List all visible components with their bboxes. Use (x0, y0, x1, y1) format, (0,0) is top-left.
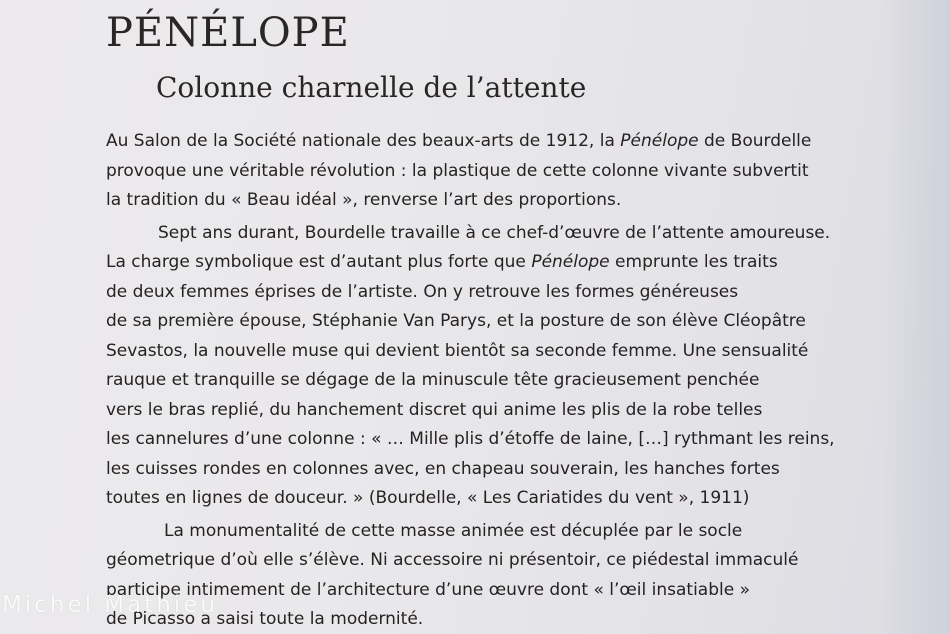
text-line: de deux femmes éprises de l’artiste. On y retrouve les formes généreuses (106, 281, 739, 302)
text-line: de Picasso a saisi toute la modernité. (106, 609, 424, 629)
text-line: La charge symbolique est d’autant plus forte que Pénélope emprunte les traits (106, 252, 778, 272)
text-line: les cannelures d’une colonne : « … Mille plis d’étoffe de laine, […] rythmant les reins, (106, 429, 835, 449)
text-line: toutes en lignes de douceur. » (Bourdelle, « Les Cariatides du vent », 1911) (106, 488, 750, 508)
photographer-watermark: Michel Mathieu (2, 592, 218, 618)
text-line: participe intimement de l’architecture d’une œuvre dont « l’œil insatiable » (106, 579, 750, 600)
text-line: la tradition du « Beau idéal », renverse l’art des proportions. (106, 190, 622, 210)
panel-title: PÉNÉLOPE (106, 10, 350, 56)
text-line: géometrique d’où elle s’élève. Ni accessoire ni présentoir, ce piédestal immaculé (106, 550, 799, 570)
panel-subtitle: Colonne charnelle de l’attente (156, 71, 587, 104)
text-line: Au Salon de la Société nationale des beaux-arts de 1912, la Pénélope de Bourdelle (106, 131, 812, 151)
panel-body (106, 127, 886, 634)
text-line: les cuisses rondes en colonnes avec, en chapeau souverain, les hanches fortes (106, 458, 780, 479)
wall-edge-shadow (880, 0, 950, 634)
text-line: de sa première épouse, Stéphanie Van Parys, et la posture de son élève Cléopâtre (106, 311, 806, 331)
text-line: Sept ans durant, Bourdelle travaille à ce chef-d’œuvre de l’attente amoureuse. (158, 222, 831, 243)
text-line: La monumentalité de cette masse animée est décuplée par le socle (164, 520, 743, 541)
text-line: provoque une véritable révolution : la plastique de cette colonne vivante subvertit (106, 160, 809, 181)
text-line: Sevastos, la nouvelle muse qui devient bientôt sa seconde femme. Une sensualité (106, 340, 809, 361)
text-line: rauque et tranquille se dégage de la minuscule tête gracieusement penchée (106, 370, 760, 390)
text-line: vers le bras replié, du hanchement discret qui anime les plis de la robe telles (106, 399, 763, 420)
